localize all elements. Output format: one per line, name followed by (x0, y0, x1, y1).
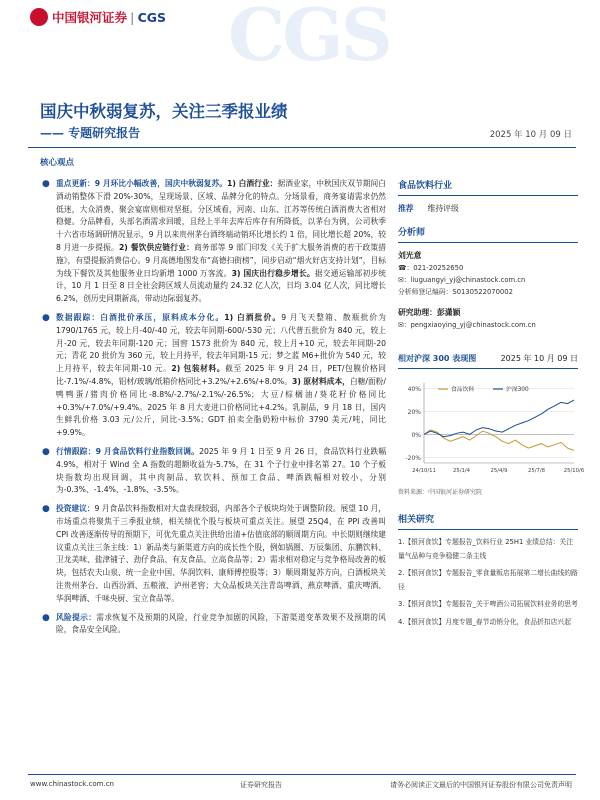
divider (398, 242, 578, 243)
industry-title: 食品饮料行业 (398, 181, 453, 191)
chart-x-tick-label: 25/4/9 (490, 468, 508, 474)
analyst-name: 刘光意 (398, 251, 422, 260)
chart-series-line (424, 400, 574, 437)
header-watermark: CGS (228, 0, 390, 77)
related-research-item[interactable]: 2.【银河食饮】专题报告_零食量贩店拓展第二增长曲线的路径 (398, 569, 578, 591)
chart-x-tick-label: 25/7/8 (527, 468, 546, 474)
paragraph-data-tracking: ● 数据跟踪：白酒批价承压，原料成本分化。1) 白酒批价。9 月飞天整箱、散瓶批价为 1790/1765 元，较上月-40/-40 元，较去年同期-600/-530 元；八代普五批价为 840 元，较上月-20 元，较去年同期-120 元；国窖 1573 批价为 840 元，较上月+10 元，较去年同期-20 元；青花 20 批价为 360 元，较上月持平，较去年同期-15 元；梦之蓝 M6+批价为 540 元，较上月持平，较去年同期-10 元。2) 包装材料。截至 2025 年 9 月 24 日，PET/包膜价格同比-7.1%/-4.8%，铝材/玻璃/纸箱价格同比+3.2%/+2.6%/+8.0%。3) 原材料成本，白糖/面粉/鸭鸭蛋/猪肉价格同比-8.8%/-2.7%/-2.1%/-26.5%；大豆/棕榈油/葵花籽价格同比+0.3%/+7.0%/+9.4%。2025 年 8 月大麦进口价格同比+4.2%。乳制品，9 月 18 日，国内生鲜乳价格 3.03 元/公斤，同比-3.5%；GDT 拍卖全脂奶粉中标价 3790 美元/吨，同比+9.9%。 (42, 312, 386, 438)
chart-source: 资料来源：中国银河证券研究院 (398, 489, 483, 496)
bullet-icon: ● (42, 179, 50, 189)
assistant-email[interactable]: ✉：pengxiaoying_yj@chinastock.com.cn (398, 321, 536, 329)
chart-header (398, 353, 578, 364)
sidebar (398, 178, 585, 633)
divider (398, 195, 578, 196)
main-content (38, 178, 386, 643)
related-research-item[interactable]: 3.【银河食饮】专题报告_关于啤酒公司拓展饮料业务的思考 (398, 600, 578, 608)
analyst-email[interactable]: ✉：liuguangyi_yj@chinastock.com.cn (398, 276, 526, 284)
related-research-item[interactable]: 4.【银河食饮】月度专题_春节动销分化，食品折扣店兴起 (398, 617, 572, 626)
divider (398, 529, 578, 530)
chart-legend-label: 沪深300 (506, 387, 529, 393)
rating-row (398, 202, 578, 215)
chart-series-line (424, 430, 574, 451)
brand-name: 中国银河证券 | CGS (52, 10, 167, 25)
core-view-heading: 核心观点 (40, 158, 75, 168)
assistant-label: 研究助理：彭潇颖 (398, 308, 461, 317)
related-research-item[interactable]: 1.【银河食饮】专题报告_饮料行业 25H1 业绩总结：关注量气品种与竞争稳健二条主线 (398, 538, 574, 560)
report-subtitle: —— 专题研究报告 (40, 126, 141, 140)
paragraph-market-tracking: ● 行情跟踪：9 月食品饮料行业指数回调。2025 年 9 月 1 日至 9 月 26 日，食品饮料行业跌幅 4.9%，相对于 Wind 全 A 指数的超额收益为-5.7%，在 31 个子行业中排名第 27。10 个子板块指数均出现回调，其中肉制品、软饮料、预加工食品、啤酒跌幅相对较小，分别为-0.3%、-1.4%、-1.8%、-3.5%。 (42, 446, 387, 495)
rating-label: 推荐 (398, 204, 414, 213)
relative-performance-chart (398, 375, 585, 483)
report-title: 国庆中秋弱复苏，关注三季报业绩 (40, 102, 288, 121)
paragraph-risk-warning: ● 风险提示：需求恢复不及预期的风险，行业竞争加剧的风险，下游渠道变革效果不及预期的风险，食品安全风险。 (42, 612, 386, 635)
chart-x-tick-label: 24/10/11 (412, 468, 436, 474)
bullet-icon: ● (42, 312, 50, 323)
chart-y-tick-label: 0% (411, 431, 421, 439)
chart-legend-label: 食品饮料 (451, 387, 475, 393)
paragraph-key-update: ● 重点更新：9 月环比小幅改善，国庆中秋弱复苏。1) 白酒行业：据酒业家，中秋国庆双节期间白酒动销整体下滑 20%-30%，呈现场景、区域、品牌分化的特点。分场景看，商务宴请需求仍然低迷，大众消费、聚会宴席则相对坚挺。分区域看，河南、山东、江苏等传统白酒消费大省相对稳健。分品牌看，头部名酒需求回暖，且经上半年去库后库存有所降低，以茅台为例，公司秋季十六省市场调研情况显示，9 月以来贵州茅台酒终端动销环比增长约 1 倍，同比增长超 20%，较 8 月进一步提振。2) 餐饮供应链行业：商务部等 9 部门印发《关于扩大服务消费的若干政策措施》，有望提振消费信心。9 月高德地图发布“高德扫街榜”，同步启动“烟火好店支持计划”，目标为线下餐饮及其他服务业日均新增 1000 万客流。3) 国庆出行稳步增长。据交通运输部初步统计，10 月 1 日至 8 日全社会跨区域人员流动量约 24.32 亿人次，日均 3.04 亿人次，同比增长 6.2%，创历史同期新高，带动边际弱复苏。 (42, 179, 386, 304)
chart-y-tick-label: -20% (405, 454, 421, 462)
analyst-title: 分析师 (398, 228, 426, 238)
rating-value: 维持评级 (427, 204, 459, 213)
header-divider (28, 147, 576, 148)
brand-logo-icon (30, 8, 48, 26)
chart-title: 相对沪深 300 表现图 (398, 354, 477, 363)
divider (398, 368, 578, 369)
chart-x-tick-label: 25/1/4 (452, 468, 471, 474)
chart-date: 2025 年 10 月 09 日 (500, 354, 578, 363)
chart-x-tick-label: 25/10/6 (563, 468, 585, 474)
chart-y-tick-label: 20% (407, 409, 421, 417)
chart-y-tick-label: 40% (407, 386, 421, 394)
analyst-cert: 分析师登记编码：S0130522070002 (398, 288, 513, 296)
bullet-icon: ● (42, 504, 50, 515)
footer-disclaimer: 请务必阅读正文最后的中国银河证券股份有限公司免责声明 (390, 781, 572, 789)
footer-url[interactable]: www.chinastock.com.cn (30, 780, 114, 788)
bullet-icon: ● (42, 446, 50, 457)
bullet-icon: ● (42, 612, 50, 623)
related-research-title: 相关研究 (398, 515, 435, 525)
footer-center: 证券研究报告 (240, 781, 282, 789)
report-date: 2025 年 10 月 09 日 (489, 130, 572, 140)
analyst-phone: ☎：021-20252650 (398, 264, 464, 272)
footer-divider (28, 774, 576, 775)
paragraph-investment-advice: ● 投资建议：9 月食品饮料指数相对大盘表现较弱，内部各个子板块均处于调整阶段。展望 10 月，市场重点将聚焦于三季报业绩，相关绩优个股与板块可重点关注。展望 25Q4，在 PPI 改善叫 CPI 改善逐渐传导的预期下，可优先重点关注供给出清+估值底部的顺周期方向。中长期则继续建议重点关注三条主线：1）新品类与新渠道方向的成长性个股，例如锅圈、万辰集团、东鹏饮料、卫龙美味、盐津铺子、劲仔食品、有友食品、立高食品等；2）需求相对稳定与竞争格局改善的板块，包括农夫山泉、统一企业中国、华润饮料、康师傅控股等；3）顺周期复苏方向，白酒板块关注贵州茅台、山西汾酒、五粮液、泸州老窖；大众品板块关注青岛啤酒、燕京啤酒、重庆啤酒、华润啤酒、千味央厨、宝立食品等。 (42, 504, 386, 603)
